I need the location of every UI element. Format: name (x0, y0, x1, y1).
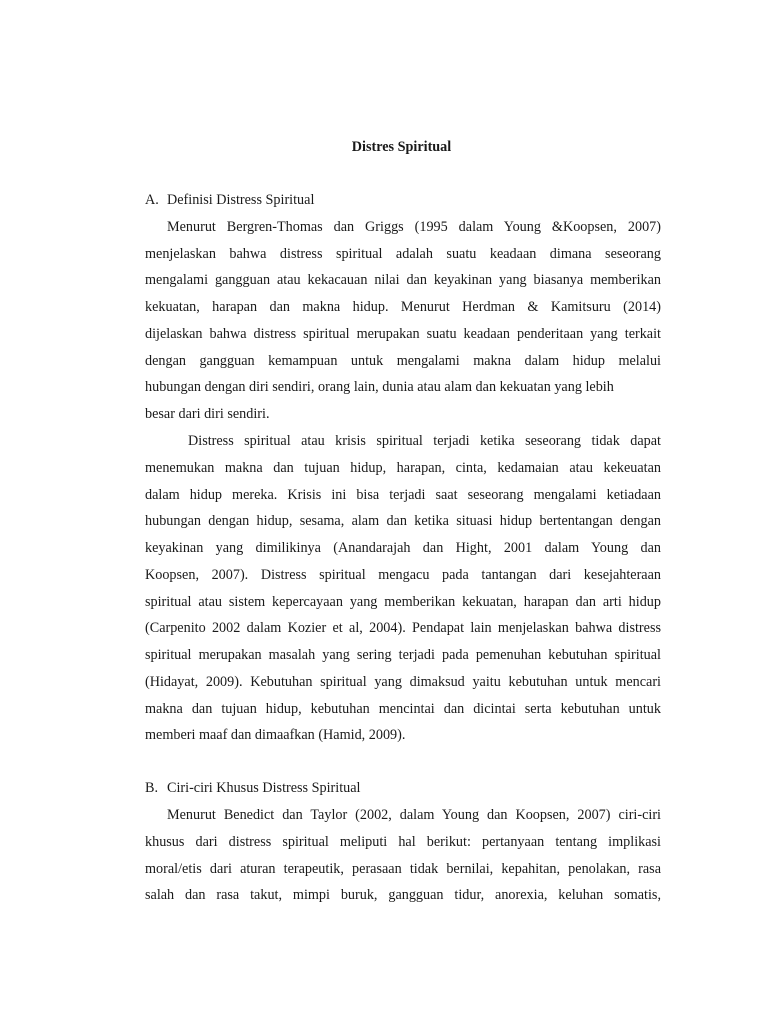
paragraph-line: besar dari diri sendiri. (145, 406, 270, 422)
section-b-letter: B. (145, 780, 159, 796)
paragraph-line: spiritual atau sistem kepercayaan yang memberikan kekuatan, harapan dan arti hidup (145, 594, 661, 610)
section-a-heading (145, 190, 314, 210)
paragraph-line: dijelaskan bahwa distress spiritual merupakan suatu keadaan penderitaan yang terkait (145, 326, 661, 342)
paragraph-line: Distress spiritual atau krisis spiritual terjadi ketika seseorang tidak dapat (188, 433, 661, 449)
paragraph-line: mengalami gangguan atau kekacauan nilai dan keyakinan yang biasanya memberikan (145, 272, 661, 288)
document-title: Distres Spiritual (351, 139, 452, 155)
paragraph-line: keyakinan yang dimilikinya (Anandarajah dan Hight, 2001 dalam Young dan (145, 540, 661, 556)
section-a-letter: A. (145, 192, 159, 208)
section-b-heading-text: Ciri-ciri Khusus Distress Spiritual (167, 780, 361, 796)
paragraph-line: Menurut Bergren-Thomas dan Griggs (1995 dalam Young &Koopsen, 2007) (167, 219, 661, 235)
paragraph-line: makna dan tujuan hidup, kebutuhan mencintai dan dicintai serta kebutuhan untuk (145, 701, 661, 717)
paragraph-line: Koopsen, 2007). Distress spiritual mengacu pada tantangan dari kesejahteraan (145, 567, 661, 583)
paragraph-line: memberi maaf dan dimaafkan (Hamid, 2009). (145, 727, 406, 743)
paragraph-line: hubungan dengan hidup, sesama, alam dan ketika situasi hidup bertentangan dengan (145, 513, 661, 529)
paragraph-line: salah dan rasa takut, mimpi buruk, gangguan tidur, anorexia, keluhan somatis, (145, 887, 661, 903)
paragraph-line: spiritual merupakan masalah yang sering terjadi pada pemenuhan kebutuhan spiritual (145, 647, 661, 663)
paragraph-line: Menurut Benedict dan Taylor (2002, dalam Young dan Koopsen, 2007) ciri-ciri (167, 807, 661, 823)
paragraph-line: moral/etis dari aturan terapeutik, perasaan tidak bernilai, kepahitan, penolakan, rasa (145, 861, 661, 877)
section-a-heading-text: Definisi Distress Spiritual (167, 192, 315, 208)
section-b-heading (145, 778, 361, 798)
paragraph-line: khusus dari distress spiritual meliputi hal berikut: pertanyaan tentang implikasi (145, 834, 661, 850)
paragraph-line: (Carpenito 2002 dalam Kozier et al, 2004). Pendapat lain menjelaskan bahwa distress (145, 620, 661, 636)
paragraph-line: (Hidayat, 2009). Kebutuhan spiritual yang dimaksud yaitu kebutuhan untuk mencari (145, 674, 661, 690)
paragraph-line: dalam hidup mereka. Krisis ini bisa terjadi saat seseorang mengalami ketiadaan (145, 487, 661, 503)
paragraph-line: dengan gangguan kemampuan untuk mengalami makna dalam hidup melalui (145, 353, 661, 369)
paragraph-line: menjelaskan bahwa distress spiritual adalah suatu keadaan dimana seseorang (145, 246, 661, 262)
paragraph-line: menemukan makna dan tujuan hidup, harapan, cinta, kedamaian atau kekeuatan (145, 460, 661, 476)
paragraph-line: kekuatan, harapan dan makna hidup. Menurut Herdman & Kamitsuru (2014) (145, 299, 661, 315)
paragraph-line: hubungan dengan diri sendiri, orang lain, dunia atau alam dan kekuatan yang lebih (145, 379, 614, 395)
